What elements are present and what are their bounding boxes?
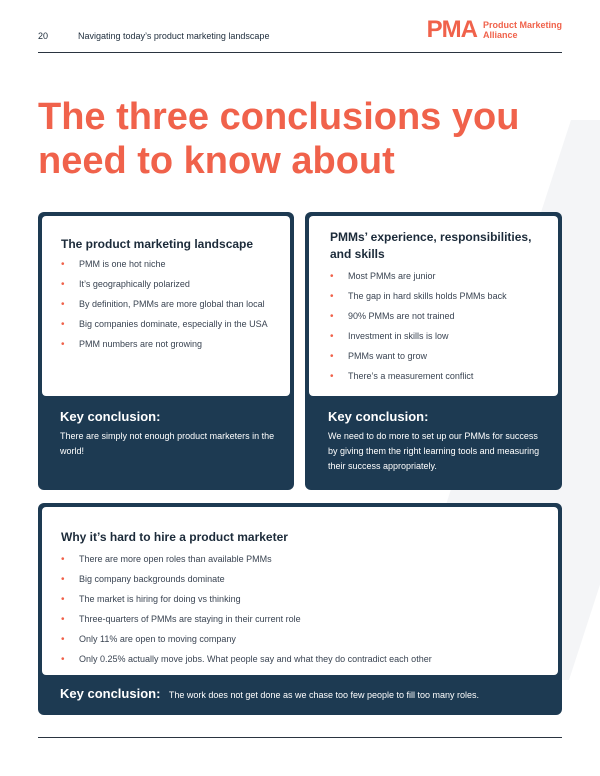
- logo-line-1: Product Marketing: [482, 20, 562, 30]
- card-experience: [305, 212, 562, 490]
- running-title: Navigating today’s product marketing landscape: [78, 31, 270, 41]
- footer-divider: [38, 737, 562, 738]
- list-item: • There’s a measurement conflict: [330, 371, 548, 382]
- list-item: • It’s geographically polarized: [61, 279, 280, 290]
- page-title: The three conclusions you need to know about: [38, 96, 520, 182]
- logo-mark: PMA: [426, 16, 477, 43]
- card-hiring-body: [42, 507, 558, 675]
- key-conclusion-label: Key conclusion:: [60, 686, 161, 701]
- card-landscape: [38, 212, 294, 490]
- key-conclusion-label: Key conclusion:: [60, 409, 161, 424]
- list-item: • 90% PMMs are not trained: [330, 311, 548, 322]
- key-conclusion-text: The work does not get done as we chase too few people to fill too many roles.: [168, 690, 480, 700]
- page-header: [38, 18, 562, 53]
- list-item: • There are more open roles than available PMMs: [61, 554, 546, 565]
- logo-line-2: Alliance: [482, 30, 518, 40]
- list-item: • PMMs want to grow: [330, 351, 548, 362]
- card-title: Why it’s hard to hire a product marketer: [61, 530, 288, 544]
- list-item: • Most PMMs are junior: [330, 271, 548, 282]
- list-item: • The gap in hard skills holds PMMs back: [330, 291, 548, 302]
- list-item: • Only 0.25% actually move jobs. What people say and what they do contradict each other: [61, 654, 546, 665]
- card-experience-list: [330, 271, 548, 382]
- key-conclusion-text: There are simply not enough product marketers in the world!: [60, 431, 275, 456]
- card-landscape-list: [61, 259, 280, 350]
- list-item: • Investment in skills is low: [330, 331, 548, 342]
- list-item: • PMM numbers are not growing: [61, 339, 280, 350]
- card-experience-body: [309, 216, 558, 396]
- card-hiring: [38, 503, 562, 715]
- card-landscape-body: [42, 216, 290, 396]
- list-item: • By definition, PMMs are more global than local: [61, 299, 280, 310]
- list-item: • The market is hiring for doing vs thinking: [61, 594, 546, 605]
- logo-text: [483, 20, 562, 40]
- list-item: • Big companies dominate, especially in the USA: [61, 319, 280, 330]
- list-item: • Only 11% are open to moving company: [61, 634, 546, 645]
- card-title: The product marketing landscape: [61, 237, 254, 251]
- list-item: • Three-quarters of PMMs are staying in their current role: [61, 614, 546, 625]
- card-title: PMMs’ experience, responsibilities, and skills: [330, 230, 532, 261]
- list-item: • PMM is one hot niche: [61, 259, 280, 270]
- list-item: • Big company backgrounds dominate: [61, 574, 546, 585]
- page-number: 20: [38, 31, 49, 41]
- pma-logo: [427, 18, 562, 42]
- key-conclusion-text: We need to do more to set up our PMMs for success by giving them the right learning tools and measuring their success appropriately.: [328, 431, 540, 471]
- card-hiring-list: [61, 554, 546, 665]
- key-conclusion-label: Key conclusion:: [328, 409, 429, 424]
